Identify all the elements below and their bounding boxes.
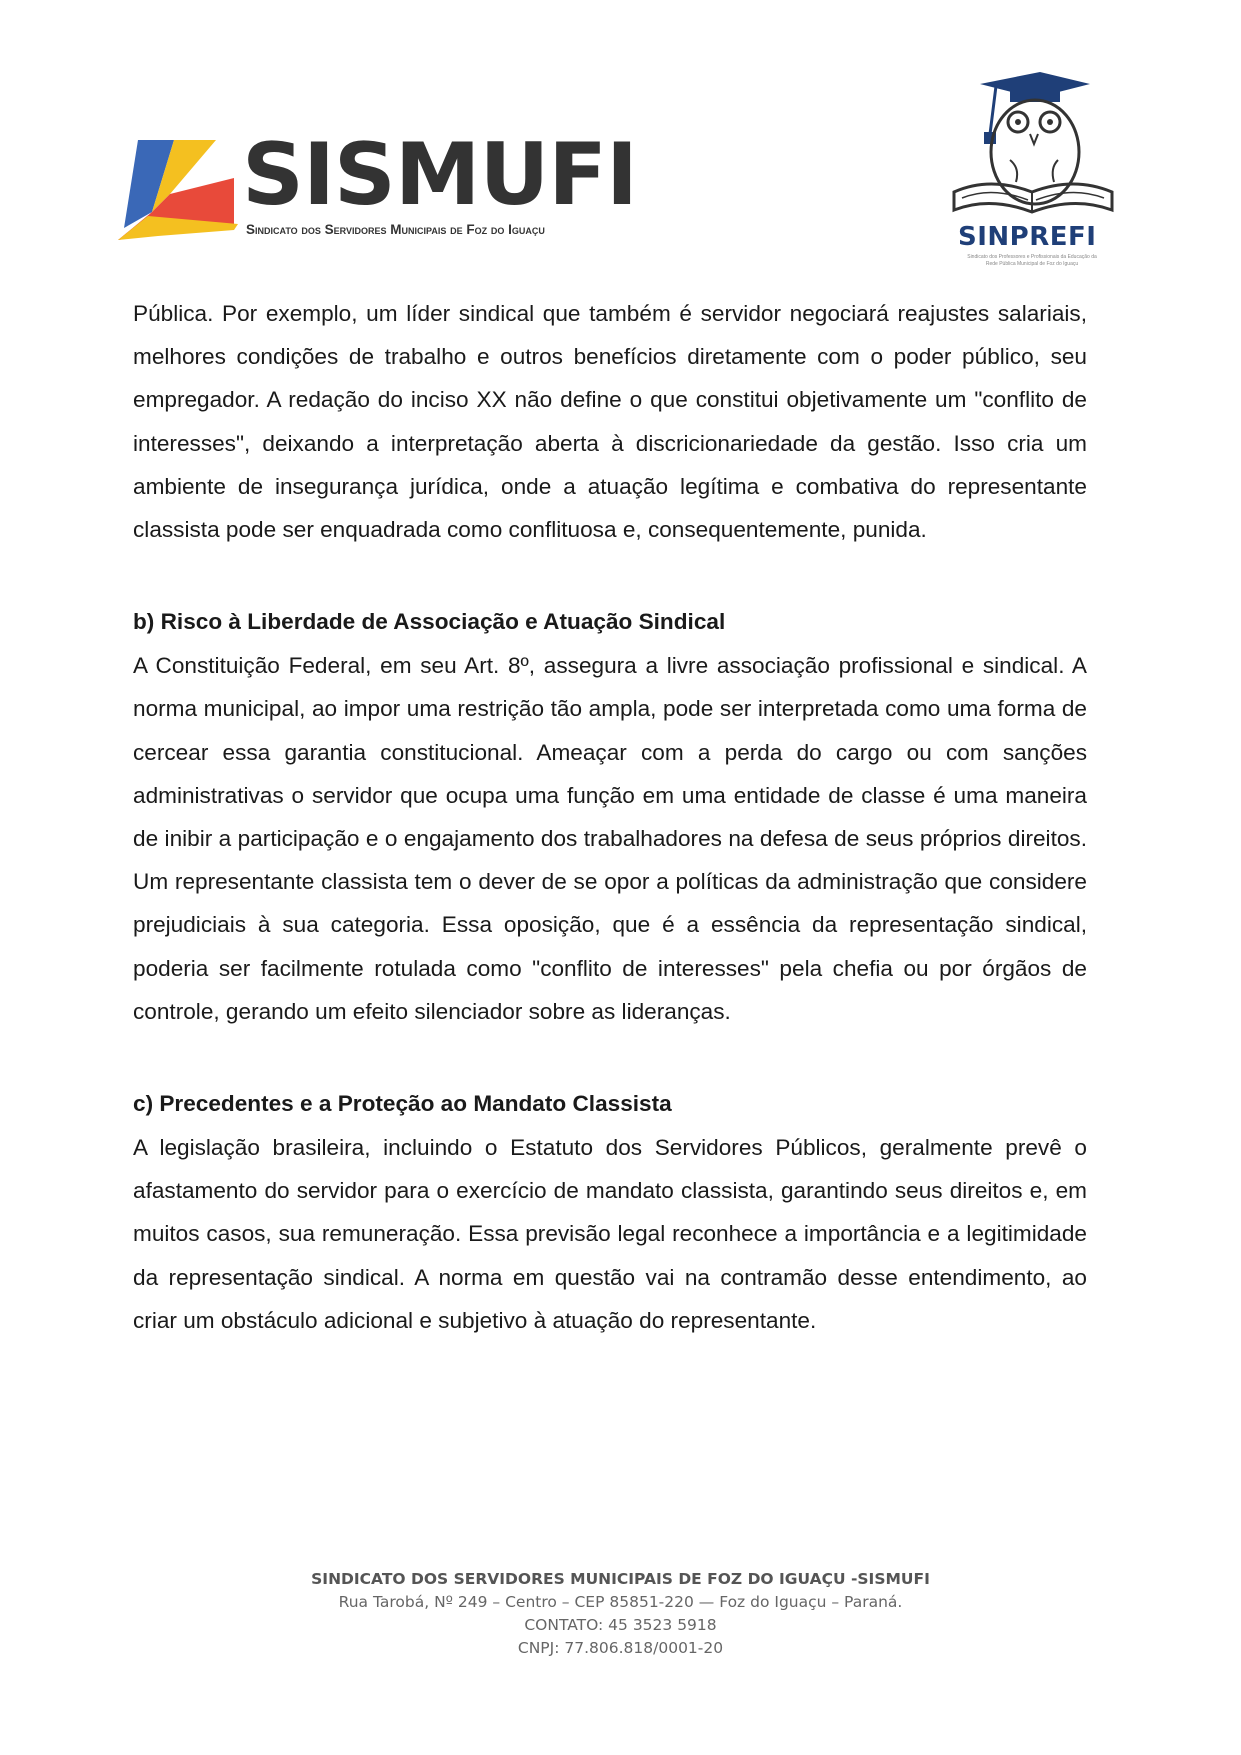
sismufi-logo xyxy=(118,125,638,248)
paragraph-3: A legislação brasileira, incluindo o Estatuto dos Servidores Públicos, geralmente prevê o afastamento do servidor para o exercício de mandato classista, garantindo seus direitos e, em muitos casos, sua remuneração. Essa previsão legal reconhece a importância e a legitimidade da representação sindical. A norma em questão vai na contramão desse entendimento, ao criar um obstáculo adicional e subjetivo à atuação do representante. xyxy=(133,1135,1087,1333)
page-header xyxy=(0,0,1241,285)
document-body xyxy=(133,292,1087,1342)
paragraph-2: A Constituição Federal, em seu Art. 8º, assegura a livre associação profissional e sindical. A norma municipal, ao impor uma restrição tão ampla, pode ser interpretada como uma forma de cercear essa garantia constitucional. Ameaçar com a perda do cargo ou com sanções administrativas o servidor que ocupa uma função em uma entidade de classe é uma maneira de inibir a participação e o engajamento dos trabalhadores na defesa de seus próprios direitos. Um representante classista tem o dever de se opor a políticas da administração que considere prejudiciais à sua categoria. Essa oposição, que é a essência da representação sindical, poderia ser facilmente rotulada como "conflito de interesses" pela chefia ou por órgãos de controle, gerando um efeito silenciador sobre as lideranças. xyxy=(133,653,1087,1024)
footer-org-name: SINDICATO DOS SERVIDORES MUNICIPAIS DE FOZ DO IGUAÇU -SISMUFI xyxy=(311,1570,930,1588)
page-footer xyxy=(0,1568,1241,1660)
footer-contact: CONTATO: 45 3523 5918 xyxy=(524,1616,717,1634)
paragraph-1: Pública. Por exemplo, um líder sindical que também é servidor negociará reajustes salariais, melhores condições de trabalho e outros benefícios diretamente com o poder público, seu empregador. A redação do inciso XX não define o que constitui objetivamente um "conflito de interesses", deixando a interpretação aberta à discricionariedade da gestão. Isso cria um ambiente de insegurança jurídica, onde a atuação legítima e combativa do representante classista pode ser enquadrada como conflituosa e, consequentemente, punida. xyxy=(133,301,1087,543)
sismufi-emblem-icon xyxy=(118,138,248,248)
section-c-title: c) Precedentes e a Proteção ao Mandato Classista xyxy=(133,1091,672,1117)
sismufi-wordmark: SISMUFI xyxy=(242,125,638,225)
sinprefi-tagline: Sindicato dos Professores e Profissionais da Educação da Rede Pública Municipal de Foz do Iguaçu xyxy=(967,254,1097,267)
sismufi-subtitle: Sindicato dos Servidores Municipais de Foz do Iguaçu xyxy=(246,222,545,237)
sinprefi-wordmark: SINPREFI xyxy=(958,222,1097,252)
section-b-title: b) Risco à Liberdade de Associação e Atuação Sindical xyxy=(133,609,726,635)
owl-graduate-book-icon xyxy=(940,64,1120,224)
footer-cnpj: CNPJ: 77.806.818/0001-20 xyxy=(517,1639,724,1657)
sinprefi-logo xyxy=(940,64,1120,279)
footer-address: Rua Tarobá, Nº 249 – Centro – CEP 85851-220 — Foz do Iguaçu – Paraná. xyxy=(338,1593,903,1611)
